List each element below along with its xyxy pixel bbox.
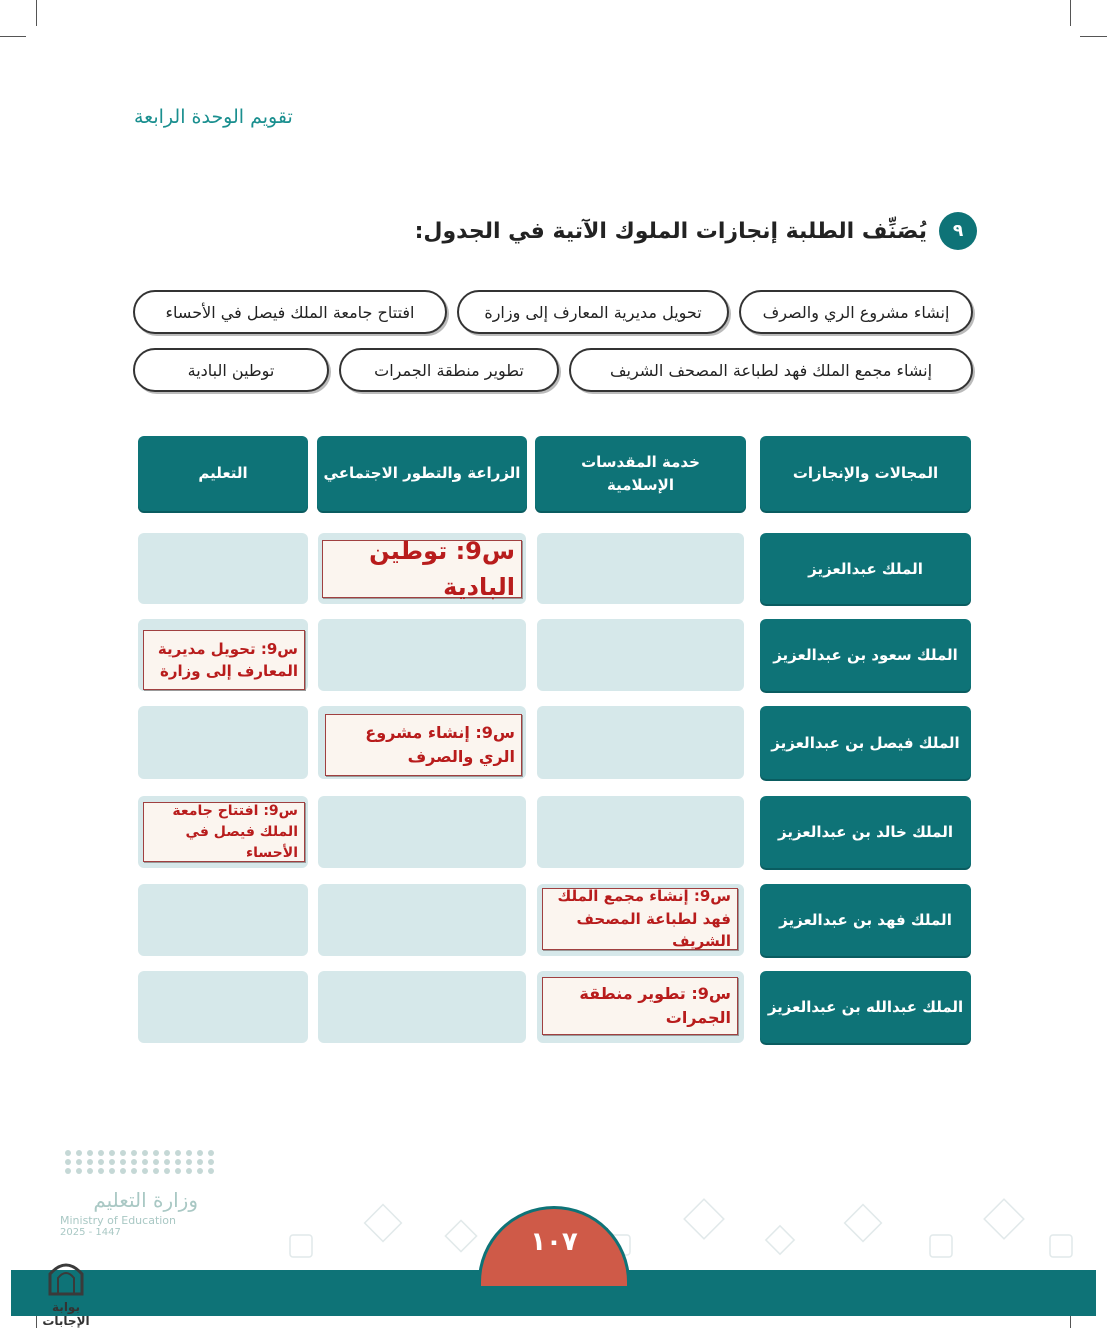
crop-mark: [36, 0, 37, 26]
chips-row-1: [133, 290, 973, 334]
chip-irrigation: إنشاء مشروع الري والصرف: [739, 290, 973, 334]
table-cell: [138, 971, 308, 1043]
king-abdullah: الملك عبدالله بن عبدالعزيز: [760, 971, 971, 1043]
header-holy-sites: خدمة المقدسات الإسلامية: [535, 436, 746, 511]
portal-logo: [30, 1256, 102, 1328]
mosque-icon: [44, 1256, 88, 1296]
table-cell: [318, 796, 526, 868]
king-faisal: الملك فيصل بن عبدالعزيز: [760, 706, 971, 779]
portal-name: بوابة الإجابات: [42, 1300, 90, 1328]
king-abdulaziz: الملك عبدالعزيز: [760, 533, 971, 604]
decorative-pattern: [230, 1190, 1090, 1270]
table-cell: [138, 706, 308, 779]
answer-r2-agriculture: س9: إنشاء مشروع الري والصرف: [325, 714, 522, 776]
answer-r0-agriculture: س9: توطين البادية: [322, 540, 522, 598]
answer-r5-holy-sites: س9: تطوير منطقة الجمرات: [542, 977, 738, 1035]
header-agriculture: الزراعة والتطور الاجتماعي: [317, 436, 527, 511]
table-cell: [138, 884, 308, 956]
table-cell: [537, 706, 744, 779]
header-fields: المجالات والإنجازات: [760, 436, 971, 511]
crop-mark: [1070, 0, 1071, 26]
table-cell: [318, 884, 526, 956]
table-cell: [138, 533, 308, 604]
chips-row-2: [133, 348, 973, 392]
ministry-dots-icon: [65, 1150, 210, 1174]
unit-title: تقويم الوحدة الرابعة: [134, 106, 293, 128]
answer-r1-education: س9: تحويل مديرية المعارف إلى وزارة: [143, 630, 305, 690]
header-education: التعليم: [138, 436, 308, 511]
ministry-name-ar: وزارة التعليم: [93, 1188, 198, 1212]
chip-bedouin-settlement: توطين البادية: [133, 348, 329, 392]
crop-mark: [0, 36, 26, 37]
chip-quran-complex: إنشاء مجمع الملك فهد لطباعة المصحف الشريف: [569, 348, 973, 392]
ministry-name-en: Ministry of Education: [60, 1214, 177, 1227]
question-number: ٩: [941, 214, 975, 248]
question: [415, 214, 975, 248]
king-saud: الملك سعود بن عبدالعزيز: [760, 619, 971, 691]
answer-r3-education: س9: افتتاح جامعة الملك فيصل في الأحساء: [143, 802, 305, 862]
question-text: يُصَنِّف الطلبة إنجازات الملوك الآتية في الجدول:: [414, 218, 927, 244]
answer-r4-holy-sites: س9: إنشاء مجمع الملك فهد لطباعة المصحف الشريف: [542, 888, 738, 950]
table-cell: [537, 796, 744, 868]
ministry-year: 2025 - 1447: [60, 1227, 121, 1238]
king-fahd: الملك فهد بن عبدالعزيز: [760, 884, 971, 956]
chip-king-faisal-university: افتتاح جامعة الملك فيصل في الأحساء: [133, 290, 447, 334]
ministry-logo: [60, 1150, 210, 1238]
table-cell: [537, 533, 744, 604]
table-cell: [537, 619, 744, 691]
table-cell: [318, 619, 526, 691]
table-cell: [318, 971, 526, 1043]
king-khalid: الملك خالد بن عبدالعزيز: [760, 796, 971, 868]
page-number: ١٠٧: [478, 1206, 630, 1286]
chip-education-ministry: تحويل مديرية المعارف إلى وزارة: [457, 290, 729, 334]
crop-mark: [1080, 36, 1107, 37]
chip-jamarat: تطوير منطقة الجمرات: [339, 348, 559, 392]
